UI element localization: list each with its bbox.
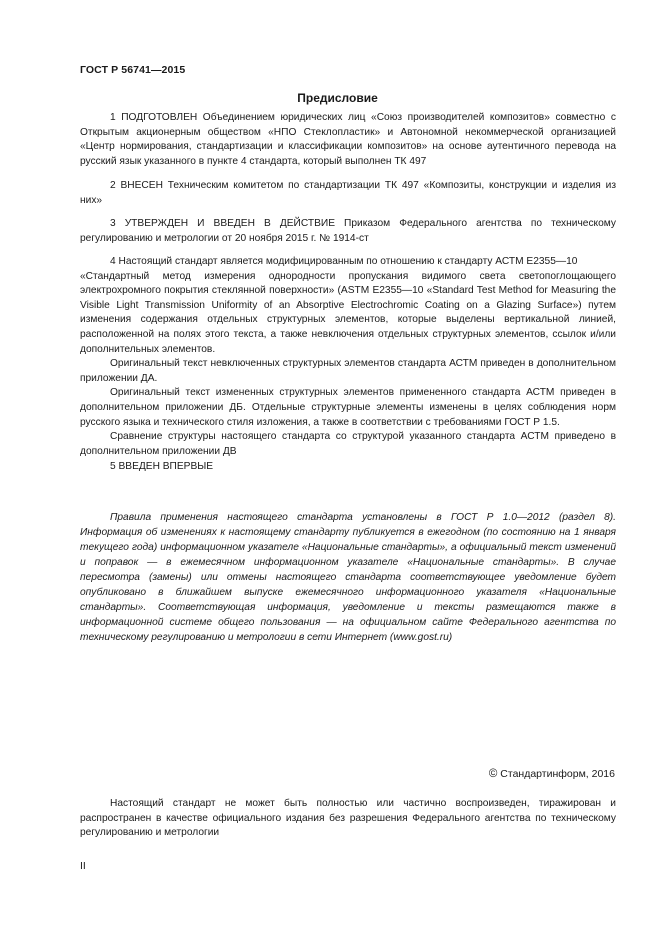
preface-item-2 <box>80 179 616 208</box>
preface-item-1 <box>80 111 616 169</box>
rules-notice: Правила применения настоящего стандарта установлены в ГОСТ Р 1.0—2012 (раздел 8). Информация об изменениях к настоящему стандарту публикуется в ежегодном (по состоянию на 1 января текущего года) информационном указателе «Национальные стандарты», а официальный текст изменений и поправок — в ежемесячном информационном указателе «Национальные стандарты». В случае пересмотра (замены) или отмены настоящего стандарта соответствующее уведомление будет опубликовано в ближайшем выпуске ежемесячного информационного указателя «Национальные стандарты». Соответствующая информация, уведомление и тексты размещаются также в информационной системе общего пользования — на официальном сайте Федерального агентства по техническому регулированию и метрологии в сети Интернет (www.gost.ru) <box>80 512 616 643</box>
preface-item-4-appendix-db: Оригинальный текст измененных структурных элементов примененного стандарта АСТМ приведен в дополнительном приложении ДБ. Отдельные структурные элементы изменены в целях соблюдения норм русского языка и технического стиля изложения, а также в соответствии с требованиями ГОСТ Р 1.5. <box>80 387 616 428</box>
copyright-text: Стандартинформ, 2016 <box>500 768 615 780</box>
preface-item-2-text: 2 ВНЕСЕН Техническим комитетом по стандартизации ТК 497 «Композиты, конструкции и изделия из них» <box>80 180 616 206</box>
preface-item-4-body: «Стандартный метод измерения однородности пропускания видимого света светопоглощающего электрохромного покрытия стеклянной поверхности» (ASTM E2355—10 «Standard Test Method for Measuring the Visible Light Transmission Uniformity of an Absorptive Electrochromic Coating on a Glazing Surface») путем изменения содержания отдельных структурных элементов, которые выделены вертикальной линией, расположенной на полях этого текста, а также невключения отдельных структурных элементов, ссылок и/или дополнительных элементов. <box>80 270 616 355</box>
copyright-line <box>489 768 615 780</box>
reproduction-notice: Настоящий стандарт не может быть полностью или частично воспроизведен, тиражирован и распространен в качестве официального издания без разрешения Федерального агентства по техническому регулированию и метрологии <box>80 798 616 839</box>
preface-item-4-first-line: 4 Настоящий стандарт является модифицированным по отношению к стандарту АСТМ Е2355—10 <box>110 256 578 267</box>
preface-item-1-text: 1 ПОДГОТОВЛЕН Объединением юридических лиц «Союз производителей композитов» совместно с Открытым акционерным обществом «НПО Стеклопластик» и Автономной некоммерческой организацией «Центр нормирования, стандартизации и классификации композитов» на основе аутентичного перевода на русский язык указанного в пункте 4 стандарта, который выполнен ТК 497 <box>80 112 616 167</box>
copyright-symbol: © <box>488 768 498 780</box>
preface-item-3-text: 3 УТВЕРЖДЕН И ВВЕДЕН В ДЕЙСТВИЕ Приказом Федерального агентства по техническому регулированию и метрологии от 20 ноября 2015 г. № 1914-ст <box>80 218 616 244</box>
document-code: ГОСТ Р 56741—2015 <box>80 64 186 76</box>
preface-item-4-appendix-da: Оригинальный текст невключенных структурных элементов стандарта АСТМ приведен в дополнительном приложении ДА. <box>80 358 616 384</box>
preface-item-4 <box>80 255 616 459</box>
preface-item-4-appendix-dv: Сравнение структуры настоящего стандарта со структурой указанного стандарта АСТМ приведено в дополнительном приложении ДВ <box>80 431 616 457</box>
page-number: II <box>80 860 86 872</box>
preface-title: Предисловие <box>297 91 378 105</box>
preface-item-5 <box>80 460 616 475</box>
preface-item-3 <box>80 217 616 246</box>
preface-item-5-text: 5 ВВЕДЕН ВПЕРВЫЕ <box>110 461 214 472</box>
